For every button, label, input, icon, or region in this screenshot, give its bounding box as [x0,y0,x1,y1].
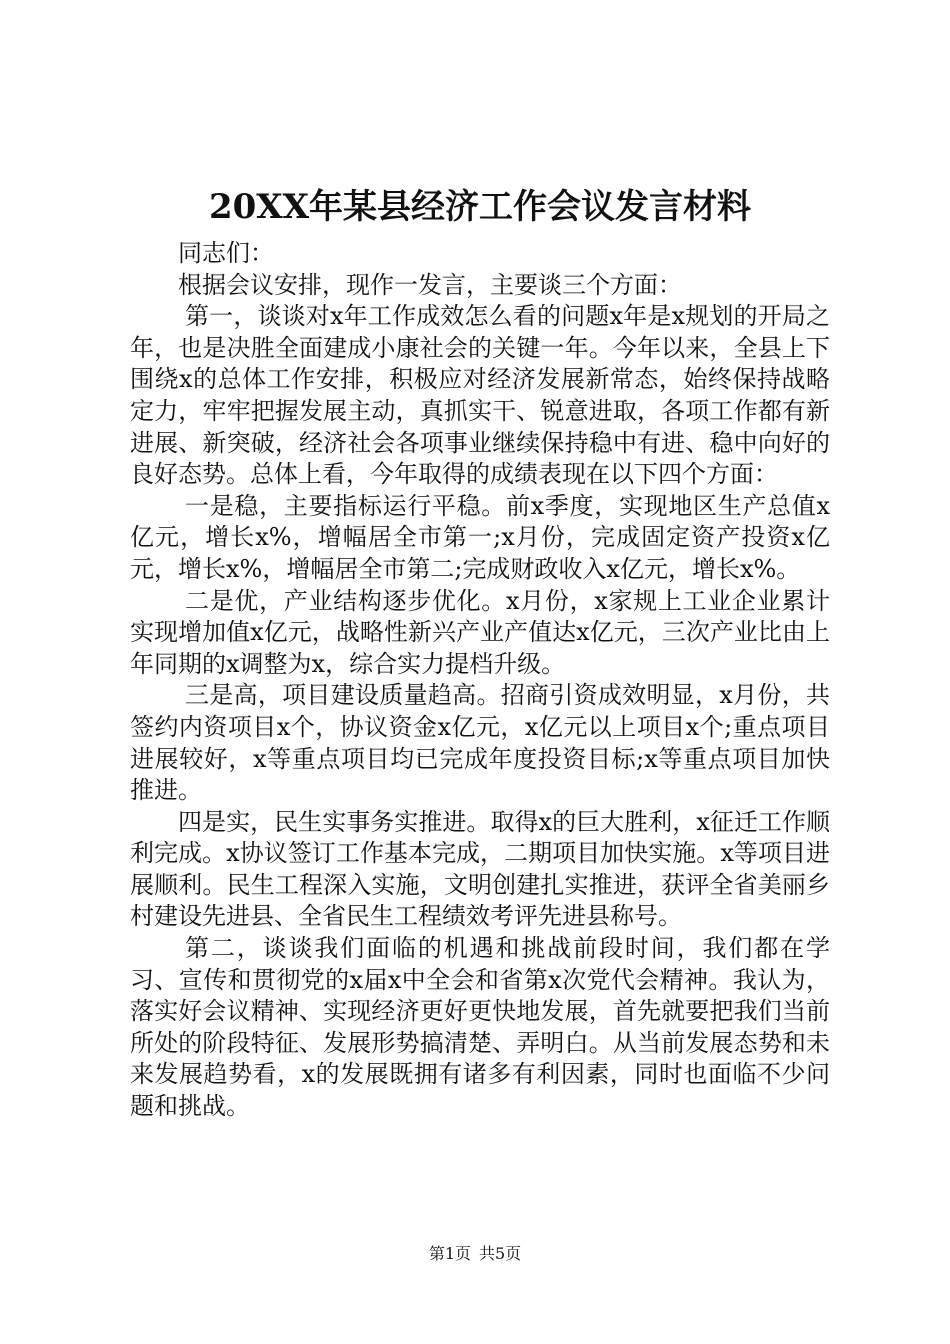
page-number: 第1页 [428,1244,471,1263]
paragraph-part-one: 第一，谈谈对x年工作成效怎么看的问题x年是x规划的开局之年，也是决胜全面建成小康社会的关键一年。今年以来，全县上下围绕x的总体工作安排，积极应对经济发展新常态，始终保持战略定力，牢牢把握发展主动，真抓实干、锐意进取，各项工作都有新进展、新突破，经济社会各项事业继续保持稳中有进、稳中向好的良好态势。总体上看，今年取得的成绩表现在以下四个方面： [130,302,830,489]
paragraph-high: 三是高，项目建设质量趋高。招商引资成效明显，x月份，共签约内资项目x个，协议资金x亿元，x亿元以上项目x个;重点项目进展较好，x等重点项目均已完成年度投资目标;x等重点项目加快推进。 [130,681,830,805]
paragraph-salutation: 同志们： [178,239,274,267]
paragraph-stable: 一是稳，主要指标运行平稳。前x季度，实现地区生产总值x亿元，增长x%，增幅居全市第一;x月份，完成固定资产投资x亿元，增长x%，增幅居全市第二;完成财政收入x亿元，增长x%。 [130,491,830,583]
paragraph-practical: 四是实，民生实事务实推进。取得x的巨大胜利，x征迁工作顺利完成。x协议签订工作基本完成，二期项目加快实施。x等项目进展顺利。民生工程深入实施，文明创建扎实推进，获评全省美丽乡村建设先进县、全省民生工程绩效考评先进县称号。 [130,807,830,931]
page-total: 共5页 [479,1244,522,1263]
document-body [130,238,830,1123]
paragraph-intro: 根据会议安排，现作一发言，主要谈三个方面： [178,270,682,299]
paragraph-part-two: 第二，谈谈我们面临的机遇和挑战前段时间，我们都在学习、宣传和贯彻党的x届x中全会和省第x次党代会精神。我认为，落实好会议精神、实现经济更好更快地发展，首先就要把我们当前所处的阶段特征、发展形势搞清楚、弄明白。从当前发展态势和未来发展趋势看，x的发展既拥有诸多有利因素，同时也面临不少问题和挑战。 [130,934,830,1121]
document-title: 20XX年某县经济工作会议发言材料 [208,187,752,227]
page-footer [0,1242,950,1266]
paragraph-optimized: 二是优，产业结构逐步优化。x月份，x家规上工业企业累计实现增加值x亿元，战略性新兴产业产值达x亿元，三次产业比由上年同期的x调整为x，综合实力提档升级。 [130,586,830,678]
